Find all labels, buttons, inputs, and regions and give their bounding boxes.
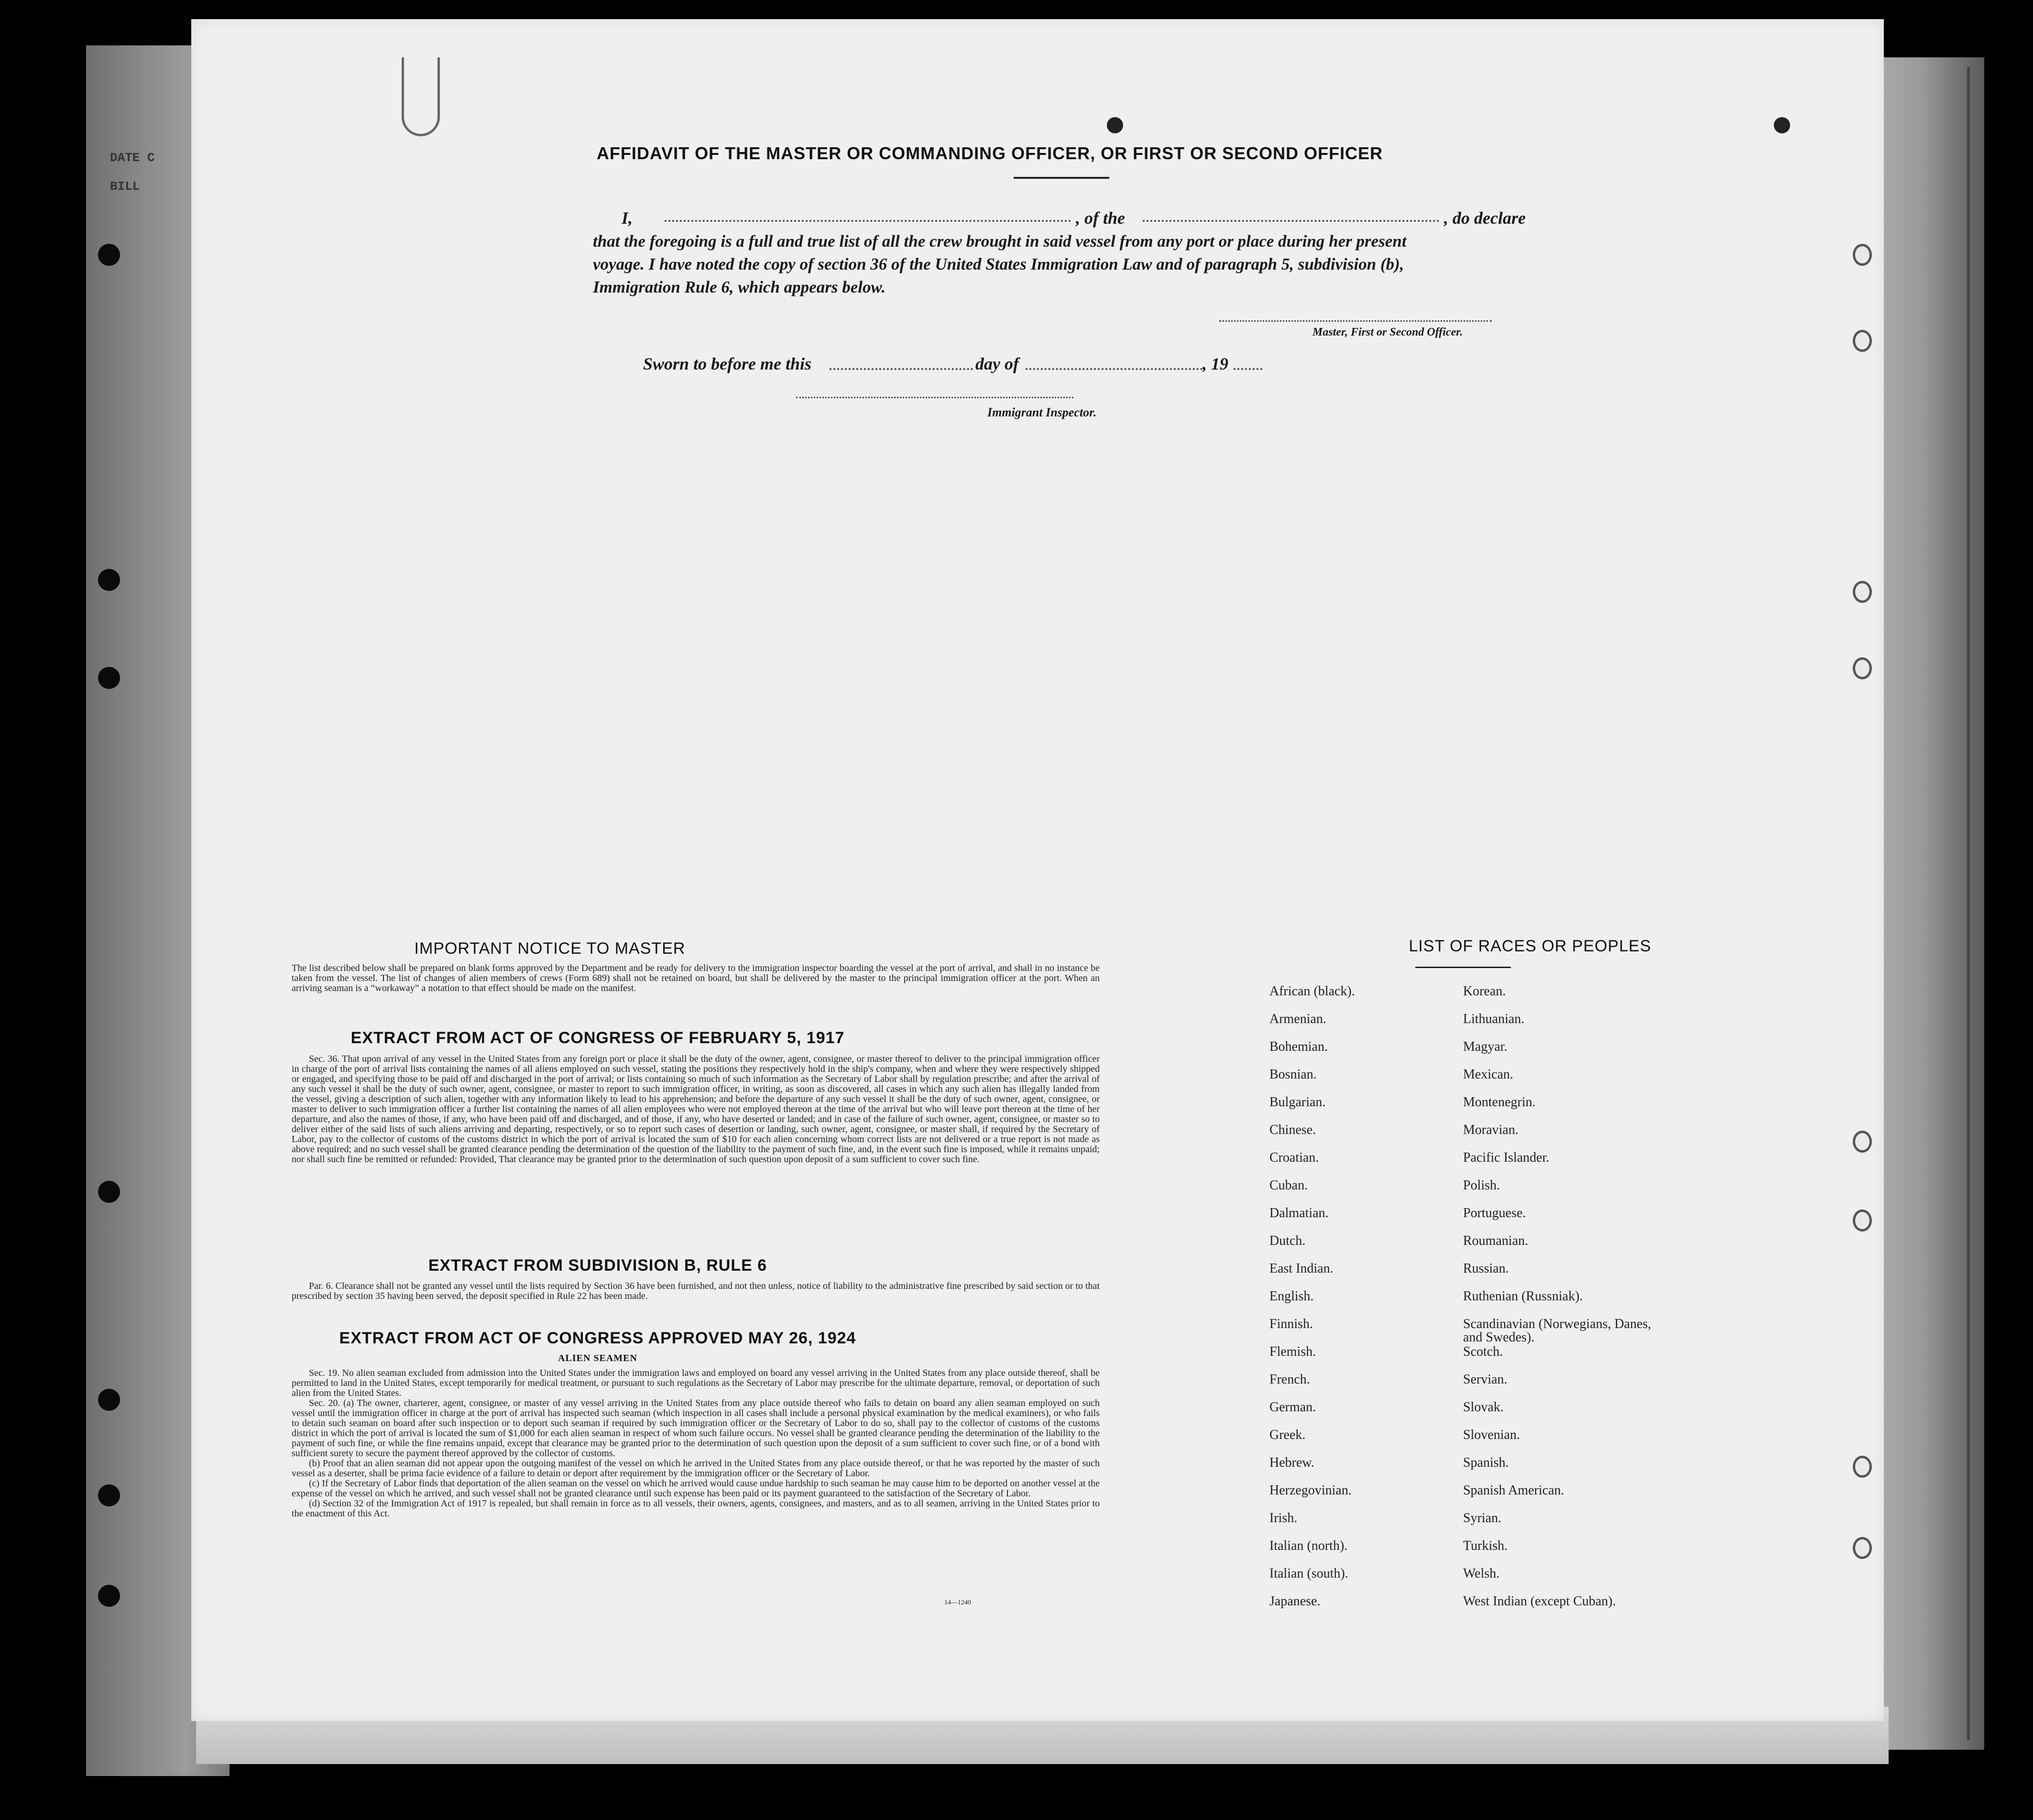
- race-item: Pacific Islander.: [1463, 1150, 1550, 1165]
- extract-1924-paragraph: Sec. 20. (a) The owner, charterer, agent, consignee, or master of any vessel arriving in the United States from any place outside thereof who fails to detain on board any alien seaman employed on such vessel until the immigration officer in charge at the port of arrival has inspected such seaman (which inspection in all cases shall include a personal physical examination by the medical examiners), or who fails to detain such seaman on board after such inspection or to deport such seaman if required by such immigration officer or the Secretary of Labor to do so, shall pay to the collector of customs of the customs district in which the port of arrival is located the sum of $1,000 for each alien seaman in respect of whom such failure occurs. No vessel shall be granted clearance pending the determination of the liability to the payment of such fine, or while the fine remains unpaid, except that clearance may be granted prior to the determination of such question upon the deposit of a sum sufficient to cover such fine, or of a bond with sufficient surety to secure the payment thereof approved by the collector of customs.: [292, 1398, 1100, 1459]
- extract-1924-paragraph: (d) Section 32 of the Immigration Act of 1917 is repealed, but shall remain in force as to all vessels, their owners, agents, consignees, and masters, and as to all seamen, arriving in the United States prior to the enactment of this Act.: [292, 1498, 1100, 1519]
- affidavit-i: I,: [622, 208, 633, 228]
- race-item: Polish.: [1463, 1178, 1500, 1193]
- ring-hole: [1853, 657, 1872, 679]
- title-underline: [1014, 177, 1109, 179]
- race-item: Russian.: [1463, 1261, 1509, 1276]
- race-item: Bulgarian.: [1269, 1095, 1326, 1110]
- race-item: Scandinavian (Norwegians, Danes, and Swedes).: [1463, 1317, 1651, 1345]
- affidavit-do-declare: , do declare: [1444, 208, 1526, 228]
- ring-hole: [1853, 1210, 1872, 1231]
- race-item: Magyar.: [1463, 1039, 1508, 1054]
- race-item: Greek.: [1269, 1428, 1306, 1442]
- notice-text: The list described below shall be prepared on blank forms approved by the Department and be ready for delivery to the immigration inspector boarding the vessel at the port of arrival, and shall in no instance be taken from the vessel. The list of changes of alien members of crews (Form 689) shall not be retained on board, but shall be delivered by the master to the principal immigration officer at the port. When an arriving seaman is a “workaway” a notation to that effect should be made on the manifest.: [292, 963, 1100, 993]
- race-item: Montenegrin.: [1463, 1095, 1536, 1110]
- ring-hole: [1853, 1131, 1872, 1153]
- race-item: Welsh.: [1463, 1566, 1500, 1581]
- races-list: [1269, 985, 1843, 1645]
- race-item: Bohemian.: [1269, 1039, 1328, 1054]
- affidavit-title: AFFIDAVIT OF THE MASTER OR COMMANDING OFFICER, OR FIRST OR SECOND OFFICER: [596, 143, 1383, 163]
- extract-1917-text: Sec. 36. That upon arrival of any vessel in the United States from any foreign port or place it shall be the duty of the owner, agent, consignee, or master thereof to deliver to the principal immigration officer in charge of the port of arrival lists containing the names of all aliens employed on such vessel, stating the positions they respectively hold in the ship's company, when and where they were respectively shipped or engaged, and specifying those to be paid off and discharged in the port of arrival; or lists containing so much of such information as the Secretary of Labor shall by regulation prescribe; and after the arrival of any such vessel it shall be the duty of such owner, agent, consignee, or master to report to such immigration officer, in writing, as soon as discovered, all cases in which any such alien has illegally landed from the vessel, giving a description of such alien, together with any information likely to lead to his apprehension; and before the departure of any such vessel it shall be the duty of such owner, agent, consignee, or master to deliver to such immigration officer a further list containing the names of all alien employees who were not employed thereon at the time of the arrival but who will leave port thereon at the time of her departure, and also the names of those, if any, who have been paid off and discharged, and of those, if any, who have deserted or landed; and in case of the failure of such owner, agent, consignee, or master so to deliver either of the said lists of such aliens arriving and departing, respectively, or so to report such cases of desertion or landing, such owner, agent, consignee, or master shall, if required by the Secretary of Labor, pay to the collector of customs of the customs district in which the port of arrival is located the sum of $10 for each alien concerning whom correct lists are not delivered or a true report is not made as above required; and no such vessel shall be granted clearance pending the determination of the question of the liability to the payment of such fine, and, in the event such fine is imposed, while it remains unpaid; nor shall such fine be remitted or refunded: Provided, That clearance may be granted prior to the determination of such question upon deposit of a sum sufficient to cover such fine.: [292, 1054, 1100, 1165]
- binder-tab-line: BILL: [110, 179, 140, 194]
- binder-hole: [98, 244, 120, 266]
- extract-rule6-text: Par. 6. Clearance shall not be granted any vessel until the lists required by Section 36 have been furnished, and not then unless, notice of liability to the administrative fine prescribed by said section or to that prescribed by section 35 having been served, the deposit specified in Rule 22 has been made.: [292, 1281, 1100, 1301]
- extract-1924-subtitle: ALIEN SEAMEN: [558, 1353, 637, 1363]
- race-item: Spanish.: [1463, 1455, 1509, 1470]
- race-item: African (black).: [1269, 984, 1355, 999]
- affidavit-body-line: voyage. I have noted the copy of section 36 of the United States Immigration Law and of paragraph 5, subdivision (b),: [593, 255, 1404, 273]
- binder-hole: [98, 569, 120, 591]
- extract-1924-text: [292, 1368, 1100, 1519]
- race-item: Lithuanian.: [1463, 1012, 1525, 1026]
- race-item: Flemish.: [1269, 1344, 1316, 1359]
- affidavit-body-line: Immigration Rule 6, which appears below.: [593, 278, 886, 296]
- race-item: Italian (north).: [1269, 1538, 1348, 1553]
- extract-1917-title: EXTRACT FROM ACT OF CONGRESS OF FEBRUARY 5, 1917: [350, 1029, 845, 1047]
- ring-hole: [1853, 244, 1872, 266]
- ring-hole: [1853, 581, 1872, 603]
- master-signature-line: [1219, 320, 1492, 322]
- binder-hole: [98, 1585, 120, 1607]
- race-item: Chinese.: [1269, 1123, 1316, 1137]
- race-item: Korean.: [1463, 984, 1506, 999]
- race-item: Bosnian.: [1269, 1067, 1317, 1082]
- sworn-year: , 19: [1202, 354, 1228, 373]
- race-item: Finnish.: [1269, 1317, 1313, 1331]
- extract-1924-title: EXTRACT FROM ACT OF CONGRESS APPROVED MAY 26, 1924: [339, 1329, 856, 1347]
- race-item: Mexican.: [1463, 1067, 1513, 1082]
- binder-hole: [98, 1181, 120, 1203]
- race-item: Syrian.: [1463, 1511, 1502, 1526]
- race-item: Croatian.: [1269, 1150, 1319, 1165]
- name-blank-line: [665, 220, 1071, 222]
- race-item: German.: [1269, 1400, 1316, 1415]
- race-item: Armenian.: [1269, 1012, 1326, 1026]
- race-item: Servian.: [1463, 1372, 1508, 1387]
- notice-title: IMPORTANT NOTICE TO MASTER: [414, 939, 686, 958]
- races-title: LIST OF RACES OR PEOPLES: [1409, 937, 1651, 955]
- race-item: French.: [1269, 1372, 1310, 1387]
- affidavit-of-the: , of the: [1076, 208, 1125, 228]
- race-item: Scotch.: [1463, 1344, 1503, 1359]
- race-item: Spanish American.: [1463, 1483, 1564, 1498]
- punch-hole: [1774, 117, 1790, 133]
- race-item: Portuguese.: [1463, 1206, 1526, 1221]
- affidavit-body-line: that the foregoing is a full and true list of all the crew brought in said vessel from any port or place during her present: [593, 232, 1407, 251]
- extract-1924-paragraph: (c) If the Secretary of Labor finds that deportation of the alien seaman on the vessel on which he arrived would cause undue hardship to such seaman he may cause him to be deported on another vessel at the expense of the vessel on which he arrived, and such vessel shall not be granted clearance until such expense has been paid or its payment guaranteed to the satisfaction of the Secretary of Labor.: [292, 1478, 1100, 1499]
- extract-1924-paragraph: Sec. 19. No alien seaman excluded from admission into the United States under the immigration laws and employed on board any vessel arriving in the United States from any place outside thereof, shall be permitted to land in the United States, except temporarily for medical treatment, or pursuant to such regulations as the Secretary of Labor may prescribe for the ultimate departure, removal, or deportation of such alien from the United States.: [292, 1368, 1100, 1398]
- ring-hole: [1853, 330, 1872, 352]
- race-item: Japanese.: [1269, 1594, 1321, 1609]
- inspector-caption: Immigrant Inspector.: [987, 405, 1097, 419]
- paper-clip-mark: [402, 57, 440, 136]
- sworn-day-of: day of: [975, 354, 1019, 373]
- race-item: Cuban.: [1269, 1178, 1308, 1193]
- race-item: Moravian.: [1463, 1123, 1519, 1137]
- race-item: Turkish.: [1463, 1538, 1508, 1553]
- binder-tab-line: DATE C: [110, 151, 155, 165]
- race-item: English.: [1269, 1289, 1314, 1304]
- race-item: Herzegovinian.: [1269, 1483, 1352, 1498]
- race-item: Ruthenian (Russniak).: [1463, 1289, 1583, 1304]
- race-item: Dutch.: [1269, 1233, 1306, 1248]
- punch-hole: [1107, 117, 1123, 133]
- extract-rule6-title: EXTRACT FROM SUBDIVISION B, RULE 6: [428, 1256, 767, 1275]
- races-title-underline: [1415, 967, 1511, 968]
- sworn-year-blank: [1234, 368, 1262, 370]
- race-item: Slovenian.: [1463, 1428, 1520, 1442]
- race-item: Italian (south).: [1269, 1566, 1348, 1581]
- ring-hole: [1853, 1537, 1872, 1559]
- race-item: Irish.: [1269, 1511, 1298, 1526]
- binder-hole: [98, 1484, 120, 1506]
- master-caption: Master, First or Second Officer.: [1312, 326, 1463, 338]
- extract-1924-paragraph: (b) Proof that an alien seaman did not appear upon the outgoing manifest of the vessel on which he arrived in the United States from any place outside thereof, or that he was reported by the master of such vessel as a deserter, shall be prima facie evidence of a failure to detain or deport after requirement by the immigration officer or the Secretary of Labor.: [292, 1458, 1100, 1479]
- binder-hole: [98, 1389, 120, 1411]
- sworn-prefix: Sworn to before me this: [643, 354, 812, 373]
- document-page: [191, 19, 1884, 1721]
- inspector-signature-line: [796, 397, 1073, 398]
- vessel-blank-line: [1143, 220, 1439, 222]
- ring-hole: [1853, 1456, 1872, 1478]
- race-item: West Indian (except Cuban).: [1463, 1594, 1616, 1609]
- race-item: East Indian.: [1269, 1261, 1333, 1276]
- race-item: Dalmatian.: [1269, 1206, 1329, 1221]
- sworn-month-blank: [1026, 368, 1202, 370]
- form-number: 14—1240: [944, 1599, 971, 1606]
- race-item: Roumanian.: [1463, 1233, 1529, 1248]
- race-item: Slovak.: [1463, 1400, 1504, 1415]
- binder-hole: [98, 667, 120, 689]
- race-item: Hebrew.: [1269, 1455, 1314, 1470]
- sworn-day-blank: [830, 368, 973, 370]
